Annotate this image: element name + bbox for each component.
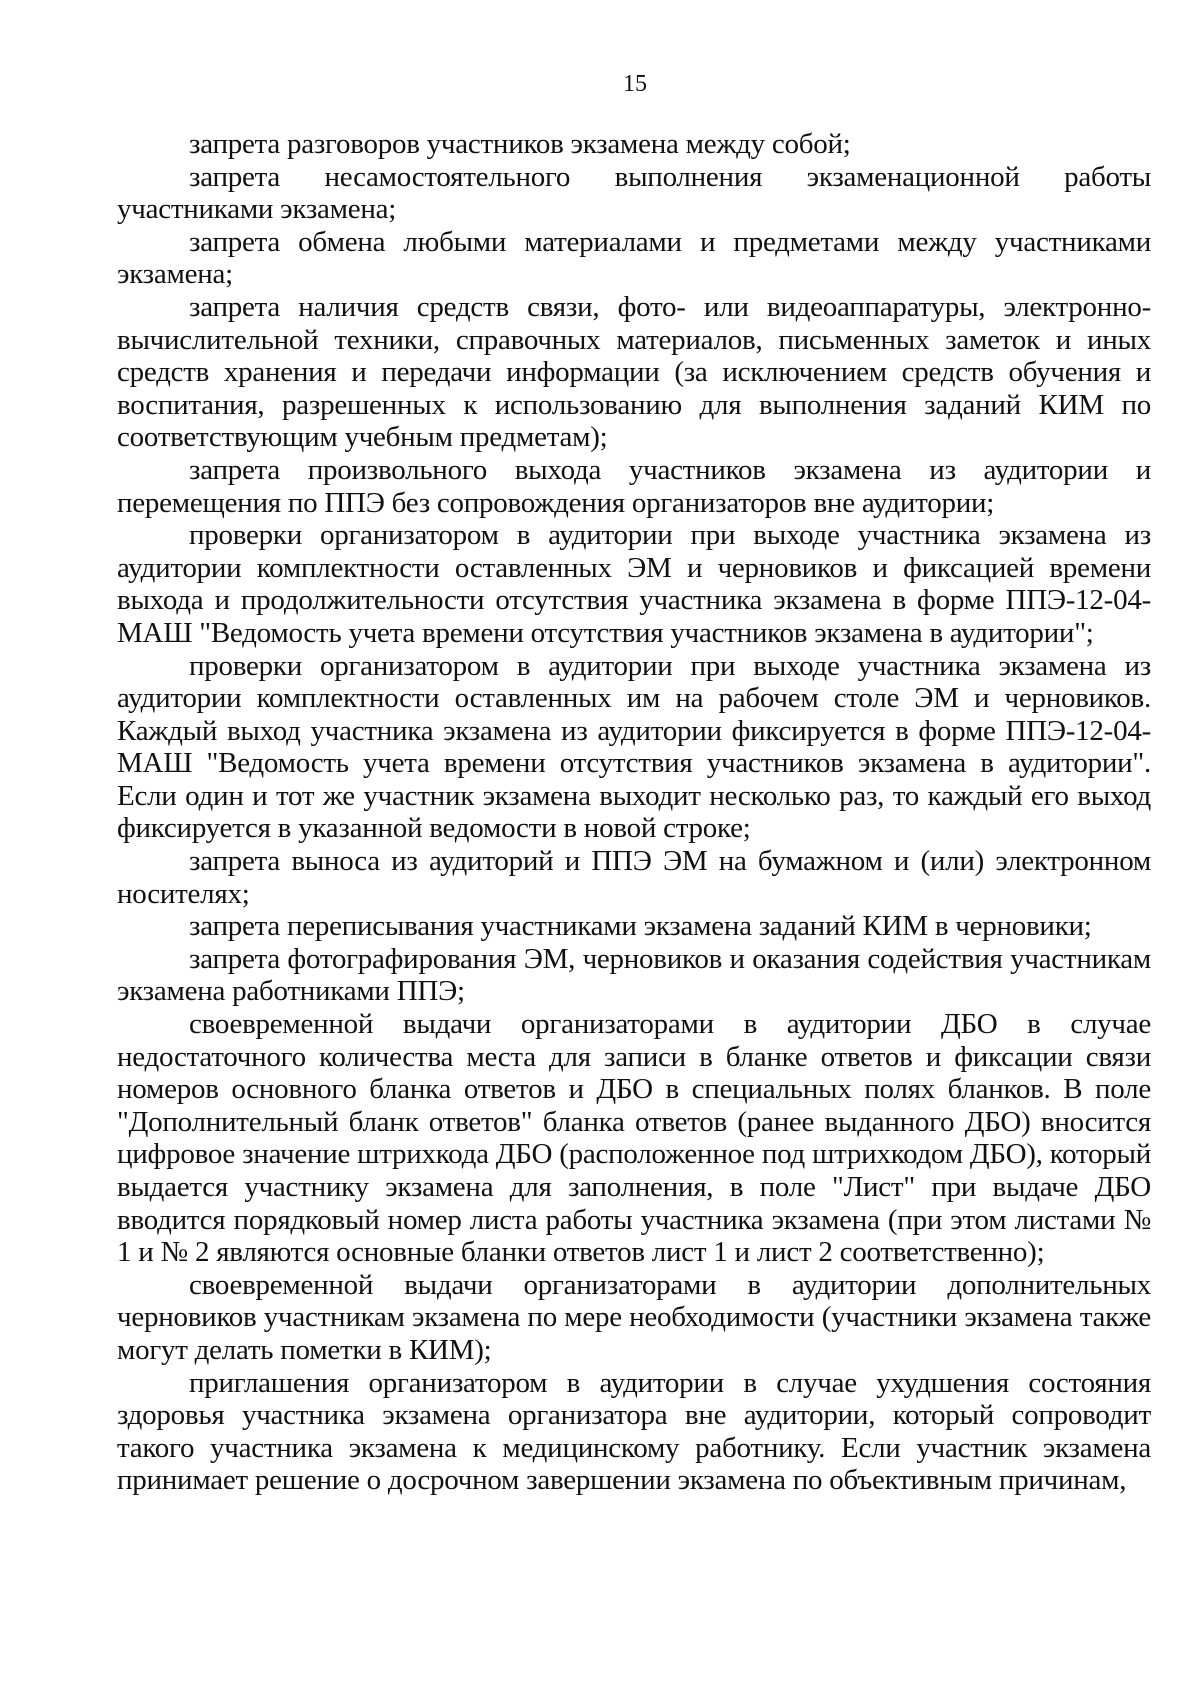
paragraph-9: запрета переписывания участниками экзамена заданий КИМ в черновики; [189, 910, 1092, 943]
paragraph-1: запрета разговоров участников экзамена между собой; [189, 128, 851, 160]
paragraph-4: запрета наличия средств связи, фото- или видеоаппаратуры, электронно-вычислительной техники, справочных материалов, письменных заметок и иных средств хранения и передачи информации (за исключением средств обучения и воспитания, разрешенных к использованию для выполнения заданий КИМ по соответствующим учебным предметам); [117, 290, 1151, 454]
paragraph-11: своевременной выдачи организаторами в аудитории ДБО в случае недостаточного количества места для записи в бланке ответов и фиксации связи номеров основного бланка ответов и ДБО в специальных полях бланков. В поле "Дополнительный бланк ответов" бланка ответов (ранее выданного ДБО) вносится цифровое значение штрихкода ДБО (расположенное под штрихкодом ДБО), который выдается участнику экзамена для заполнения, в поле "Лист" при выдаче ДБО вводится порядковый номер листа работы участника экзамена (при этом листами № 1 и № 2 являются основные бланки ответов лист 1 и лист 2 соответственно); [117, 1008, 1151, 1269]
paragraph-5: запрета произвольного выхода участников экзамена из аудитории и перемещения по ППЭ без сопровождения организаторов вне аудитории; [117, 453, 1151, 519]
paragraph-3: запрета обмена любыми материалами и предметами между участниками экзамена; [117, 225, 1151, 291]
paragraph-2: запрета несамостоятельного выполнения экзаменационной работы участниками экзамена; [117, 160, 1151, 226]
page-number: 15 [623, 71, 647, 97]
paragraph-13: приглашения организатором в аудитории в случае ухудшения состояния здоровья участника экзамена организатора вне аудитории, который сопроводит такого участника экзамена к медицинскому работнику. Если участник экзамена принимает решение о досрочном завершении экзамена по объективным причинам, [117, 1366, 1151, 1497]
paragraph-7: проверки организатором в аудитории при выходе участника экзамена из аудитории комплектности оставленных им на рабочем столе ЭМ и черновиков. Каждый выход участника экзамена из аудитории фиксируется в форме ППЭ-12-04-МАШ "Ведомость учета времени отсутствия участников экзамена в аудитории". Если один и тот же участник экзамена выходит несколько раз, то каждый его выход фиксируется в указанной ведомости в новой строке; [117, 649, 1151, 845]
paragraph-10: запрета фотографирования ЭМ, черновиков и оказания содействия участникам экзамена работниками ППЭ; [117, 942, 1151, 1008]
paragraph-12: своевременной выдачи организаторами в аудитории дополнительных черновиков участникам экзамена по мере необходимости (участники экзамена также могут делать пометки в КИМ); [117, 1268, 1151, 1366]
document-body [117, 128, 1151, 1497]
paragraph-6: проверки организатором в аудитории при выходе участника экзамена из аудитории комплектности оставленных ЭМ и черновиков и фиксацией времени выхода и продолжительности отсутствия участника экзамена в форме ППЭ-12-04- МАШ "Ведомость учета времени отсутствия участников экзамена в аудитории"; [117, 519, 1151, 649]
paragraph-8: запрета выноса из аудиторий и ППЭ ЭМ на бумажном и (или) электронном носителях; [117, 845, 1151, 910]
